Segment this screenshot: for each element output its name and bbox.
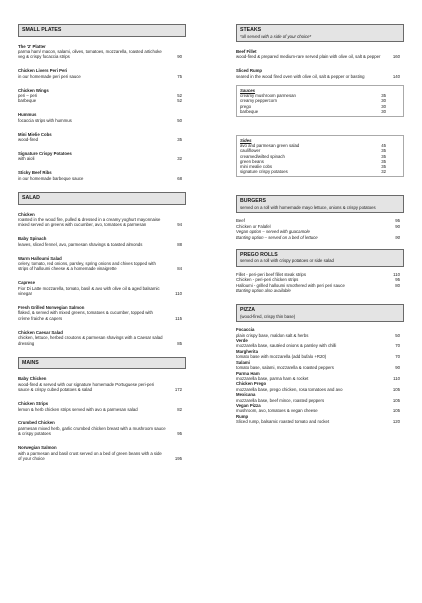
menu-item: Baby Spinach leaves, sliced fennel, avo, parmesan shavings & toasted almonds 88 [18,236,182,247]
menu-item: Chicken roasted in the wood fire, pulled & dressed in a creamy yoghurt mayonnaise mixed served on greens with cucumber, avo, tomatoes & parmesan 94 [18,211,182,228]
small-plates-header: SMALL PLATES [18,24,186,37]
sauces-table: Sauces creamy mushroom parmesan 35 creamy peppercorn 30 prego 30 barbeque 30 [236,85,404,117]
menu-item: Chicken Wings peri – peri barbeque 52 52 [18,87,182,104]
menu-item: Margherita tomato base with mozzarella (add bufalo +R20) 70 [236,348,400,360]
menu-item: Beef Fillet wood-fired & prepared medium-rare served plain with olive oil, salt & pepper 160 [236,48,400,60]
menu-item: Signature Crispy Potatoes with aioli 32 [18,150,182,162]
list-item: Banting option – served on a bed of lettuce 90 [236,234,400,240]
table-row: creamed/wilted spinach 35 [240,153,386,159]
menu-item: Sliced Rump seared in the wood fired oven with olive oil, salt & pepper or basting 140 [236,68,400,79]
list-item: Banting option also available [236,287,291,293]
right-column [236,24,404,425]
table-row: mini mealie cobs 35 [240,164,386,170]
table-row: avo and parmesan green salad 45 [240,143,386,149]
left-column [18,24,186,461]
pizza-list [236,327,404,424]
table-row: green beans 35 [240,158,386,164]
menu-item: Fresh Grilled Norwegian Salmon flaked, & served with mixed greens, tomatoes & cucumber, topped with crème fraiche & capers 115 [18,304,182,321]
salad-header: SALAD [18,192,186,205]
menu-item: Chicken Livers Peri Peri in our homemade peri peri sauce 75 [18,68,182,79]
menu-item: The '2' Platter parma ham/ macon, salami, olives, tomatoes, mozzarella, roasted artichoke veg & crispy focaccia strips 90 [18,43,182,60]
list-item: Fillet - peri-peri beef fillet steak strips 110 [236,271,400,277]
menu-item: Mexicana mozzarella base, beef mince, roasted peppers 105 [236,392,400,403]
menu-item: Norwegian Salmon with a parmesan and basil crust served on a bed of green beans with a side of your choice 195 [18,445,182,461]
burgers-header: BURGERS served on a roll with homemade mayo lettuce, onions & crispy potatoes [236,195,404,213]
menu-item: Verde mozzarella base, sautéed onions & parsley with chilli 70 [236,338,400,349]
table-row: creamy mushroom parmesan 35 [240,93,386,99]
menu-item: Rump Sliced rump, balsamic roasted tomato and rocket 120 [236,413,400,425]
menu-item: Hummus focaccia strips with hummus 50 [18,112,182,123]
sides-table: Sides avo and parmesan green salad 45 cauliflower 35 creamed/wilted spinach 35 green beans 35 mini mealie cobs 35 signature crispy potatoes 32 [236,135,404,177]
menu-item: Chicken Caesar Salad chicken, lettuce, herbed croutons & parmesan shavings with a Caesar salad dressing 85 [18,329,182,346]
list-item: Chicken - peri-peri chicken strips 95 [236,277,400,283]
menu-item: Baby Chicken wood-fired & served with our signature homemade Portuguese peri-peri sauce & crispy cubed potatoes & salad 172 [18,376,182,393]
menu-item: Salami tomato base, salami, mozzarella & roasted peppers 90 [236,359,400,371]
menu-item: Crumbed Chicken parmesan mixed herb, garlic crumbed chicken breast with a mushroom sauce & crispy potatoes 95 [18,420,182,437]
prego-rolls-header: PREGO ROLLS served on a roll with crispy potatoes or side salad [236,249,404,267]
menu-item: Parma Ham mozzarella base, parma ham & rocket 110 [236,370,400,381]
menu-item: Chicken Strips lemon & herb chicken strips served with avo & parmesan salad 82 [18,401,182,412]
burgers-list [236,218,404,240]
mains-header: MAINS [18,357,186,370]
menu-item: Warm Halloumi Salad celery, tomato, red onions, parsley, spring onions and chives topped with strips of halloumi cheese & a homemade vinaigrette 84 [18,255,182,272]
prego-rolls-list [236,272,404,294]
list-item: Halloumi - grilled halloumi smothered with peri peri sauce 80 [236,282,400,288]
pizza-header: PIZZA (wood-fired, crispy thin base) [236,304,404,322]
menu-item: Sticky Beef Ribs in our homemade barbeque sauce 68 [18,170,182,181]
menu-item: Chicken Prego mozzarella base, prego chicken, rosa tomatoes and avo 105 [236,381,400,392]
steaks-header: STEAKS *all served with a side of your choice* [236,24,404,42]
table-row: signature crispy potatoes 32 [240,169,386,175]
table-row: prego 30 [240,103,386,109]
menu-item: Caprese Fior Di Latte mozzarella, tomato, basil & avo with olive oil & aged balsamic vinegar 110 [18,280,182,297]
list-item: Chicken or Falafel 90 [236,223,400,229]
list-item: Beef 95 [236,218,400,224]
table-row: cauliflower 35 [240,148,386,154]
list-item: Vegan option – served with guacamole [236,229,310,235]
menu-item: Focaccia plain crispy base, maldon salt & herbs 50 [236,327,400,338]
table-row: barbeque 30 [240,108,386,114]
menu-item: Mini Mielie Cobs wood-fired 35 [18,131,182,142]
table-row: creamy peppercorn 30 [240,98,386,104]
menu-item: Vegan Pizza mushroom, avo, tomatoes & vegan cheese 105 [236,402,400,414]
